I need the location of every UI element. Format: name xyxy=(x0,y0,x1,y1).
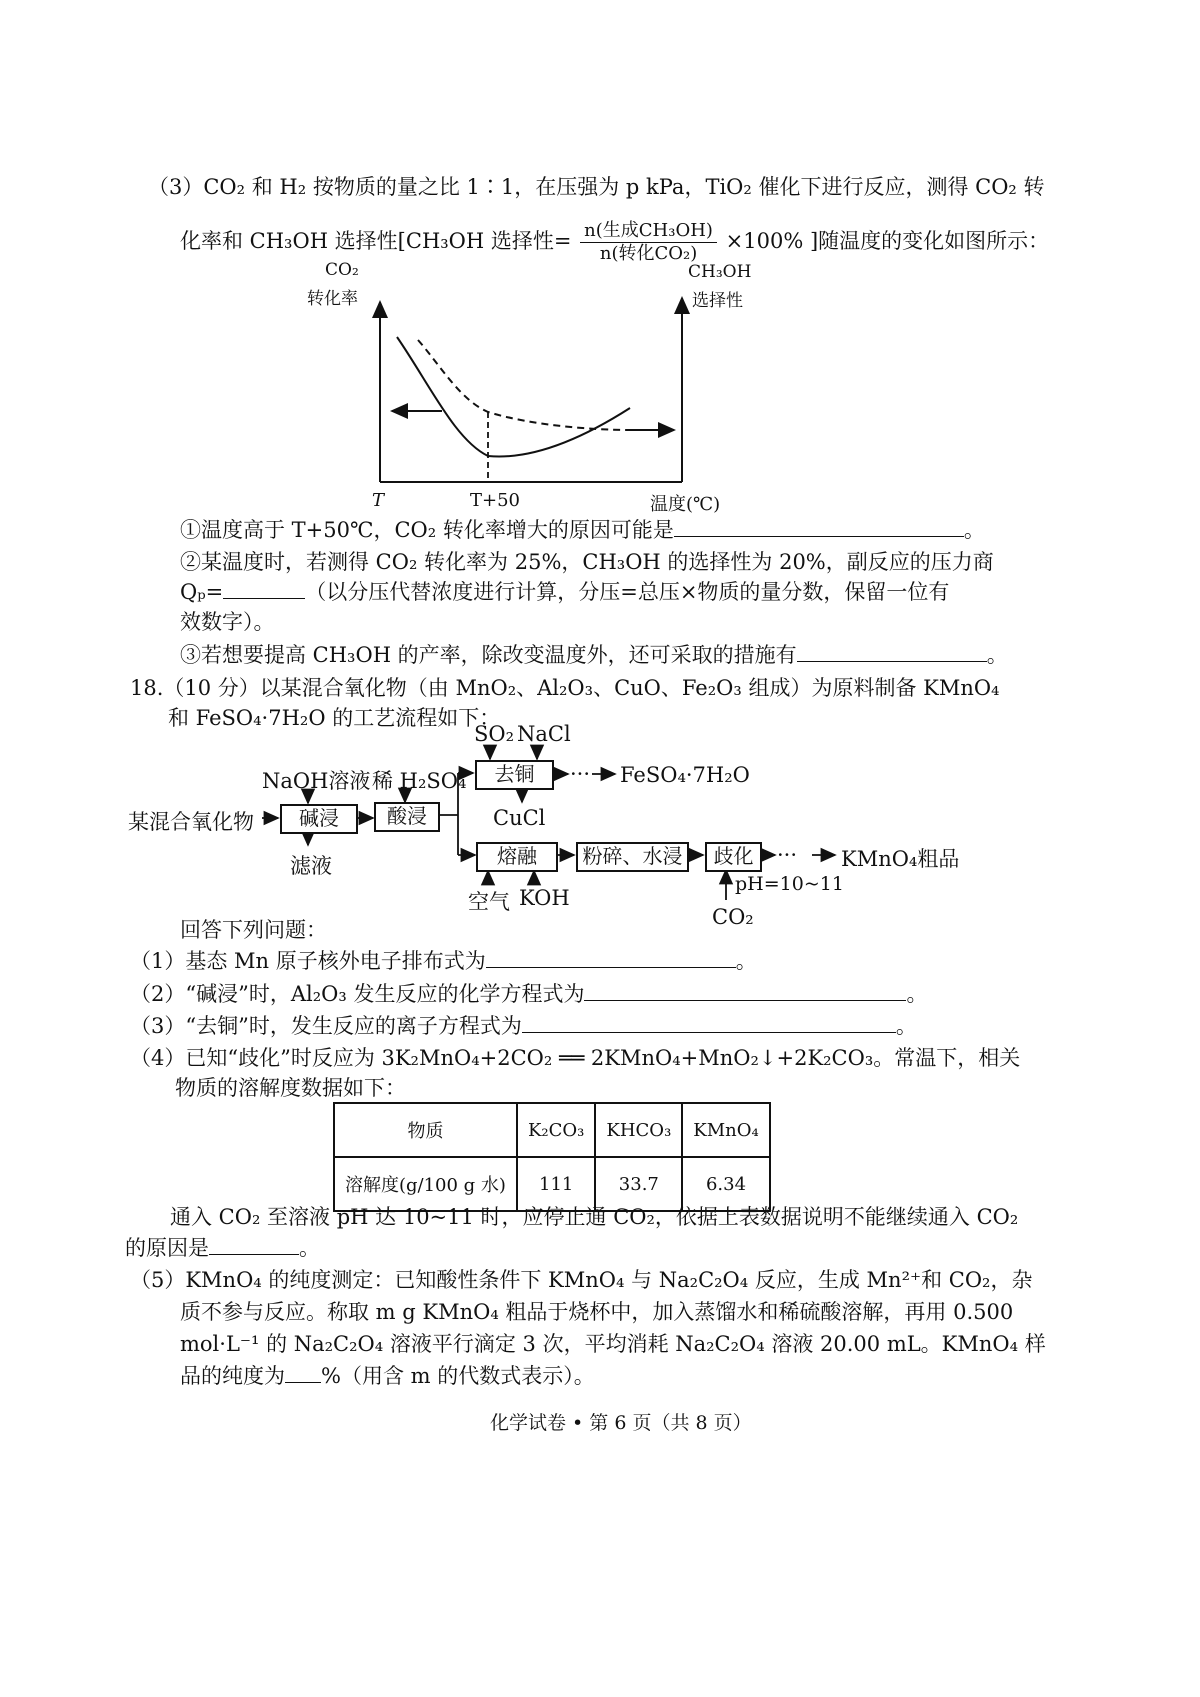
flow-box-jianjin: 碱浸 xyxy=(280,804,358,834)
flow-nacl-label: NaCl xyxy=(517,722,571,746)
flow-filtrate-label: 滤液 xyxy=(290,854,332,878)
answer-blank[interactable] xyxy=(285,1364,321,1383)
flow-cucl-label: CuCl xyxy=(493,806,546,830)
flow-koh-label: KOH xyxy=(519,886,570,910)
table-cell: 6.34 xyxy=(682,1157,769,1211)
q18-1-text: （1）基态 Mn 原子核外电子排布式为 xyxy=(130,949,486,973)
x-axis-label: 温度(℃) xyxy=(650,494,721,515)
q18-3-end: 。 xyxy=(895,1014,917,1038)
fraction-numerator: n(生成CH₃OH) xyxy=(580,220,717,243)
after-table-line2 xyxy=(125,1233,320,1263)
q17-3-sub3-text: ③若想要提高 CH₃OH 的产率，除改变温度外，还可采取的措施有 xyxy=(180,643,797,667)
q18-line1: 18.（10 分）以某混合氧化物（由 MnO₂、Al₂O₃、CuO、Fe₂O₃ 组成）为原料制备 KMnO₄ xyxy=(130,676,1000,700)
after-table-line1: 通入 CO₂ 至溶液 pH 达 10~11 时，应停止通 CO₂，依据上表数据说明不能继续通入 CO₂ xyxy=(170,1205,1019,1229)
answer-blank[interactable] xyxy=(522,1014,896,1033)
answer-blank[interactable] xyxy=(209,1236,299,1255)
q17-3-sub2-end: 效数字）。 xyxy=(180,610,275,634)
table-cell: 111 xyxy=(517,1157,595,1211)
q18-1 xyxy=(130,946,757,976)
answer-intro: 回答下列问题： xyxy=(180,918,327,942)
table-cell: 33.7 xyxy=(595,1157,682,1211)
flow-box-fensui: 粉碎、水浸 xyxy=(576,842,689,872)
flow-dots-1: ··· xyxy=(570,762,591,786)
x-tick-T: T xyxy=(372,490,385,511)
after-table-line2-end: 。 xyxy=(299,1236,320,1260)
flow-box-qutong: 去铜 xyxy=(475,760,554,790)
table-header-cell: 物质 xyxy=(334,1103,517,1157)
table-header-cell: K₂CO₃ xyxy=(517,1103,595,1157)
q17-3-sub1-end: 。 xyxy=(963,518,985,542)
solubility-table xyxy=(333,1102,771,1212)
q18-5-line3: mol·L⁻¹ 的 Na₂C₂O₄ 溶液平行滴定 3 次，平均消耗 Na₂C₂O₄ 溶液 20.00 mL。KMnO₄ 样 xyxy=(180,1332,1046,1356)
table-header-cell: KMnO₄ xyxy=(682,1103,769,1157)
right-axis-label-1: CH₃OH xyxy=(688,262,752,282)
q17-3-sub2-cont-text: （以分压代替浓度进行计算，分压=总压×物质的量分数，保留一位有 xyxy=(305,580,950,604)
q18-4-line1: （4）已知“歧化”时反应为 3K₂MnO₄+2CO₂ ══ 2KMnO₄+MnO₂↓+2K₂CO₃。常温下，相关 xyxy=(130,1046,1021,1070)
flow-product-kmno4: KMnO₄粗品 xyxy=(841,847,960,871)
flow-naoh-label: NaOH溶液 xyxy=(262,769,371,793)
q18-4-line2: 物质的溶解度数据如下： xyxy=(175,1076,406,1100)
q18-line2: 和 FeSO₄·7H₂O 的工艺流程如下： xyxy=(168,706,501,730)
flow-box-rongrong: 熔融 xyxy=(476,842,558,872)
flow-start-material: 某混合氧化物 xyxy=(128,810,254,834)
q18-5-line1: （5）KMnO₄ 的纯度测定：已知酸性条件下 KMnO₄ 与 Na₂C₂O₄ 反应，生成 Mn²⁺和 CO₂，杂 xyxy=(130,1268,1033,1292)
after-table-line2-text: 的原因是 xyxy=(125,1236,209,1260)
table-cell: 溶解度(g/100 g 水) xyxy=(334,1157,517,1211)
q18-5-line4-end: %（用含 m 的代数式表示）。 xyxy=(321,1364,595,1388)
flow-box-suanjin: 酸浸 xyxy=(374,802,440,832)
qp-label: Qₚ= xyxy=(180,580,224,604)
q18-1-end: 。 xyxy=(735,949,757,973)
q17-3-sub1-text: ①温度高于 T+50℃，CO₂ 转化率增大的原因可能是 xyxy=(180,518,674,542)
x-tick-T50: T+50 xyxy=(470,490,520,511)
q17-3-sub3-end: 。 xyxy=(986,643,1008,667)
table-header-cell: KHCO₃ xyxy=(595,1103,682,1157)
flow-air-label: 空气 xyxy=(468,890,510,914)
q18-2-text: （2）“碱浸”时，Al₂O₃ 发生反应的化学方程式为 xyxy=(130,982,585,1006)
answer-blank[interactable] xyxy=(486,949,736,968)
q17-3-line2-b: ×100% ]随温度的变化如图所示： xyxy=(725,229,1050,253)
flow-h2so4-label: 稀 H₂SO₄ xyxy=(372,769,467,793)
q18-5-line4-text: 品的纯度为 xyxy=(180,1364,285,1388)
q18-2-end: 。 xyxy=(906,982,928,1006)
flow-ph-label: pH=10~11 xyxy=(735,873,844,895)
fraction-denominator: n(转化CO₂) xyxy=(599,243,698,264)
q18-5-line4 xyxy=(180,1361,595,1391)
flow-box-qihua: 歧化 xyxy=(705,842,762,872)
q18-3 xyxy=(130,1011,917,1041)
q17-3-line2-a: 化率和 CH₃OH 选择性[CH₃OH 选择性= xyxy=(180,229,572,253)
page-footer: 化学试卷 • 第 6 页（共 8 页） xyxy=(490,1412,752,1434)
q17-3-sub2: ②某温度时，若测得 CO₂ 转化率为 25%，CH₃OH 的选择性为 20%，副反应的压力商 xyxy=(180,550,994,574)
flow-dots-2: ··· xyxy=(777,843,798,867)
q18-3-text: （3）“去铜”时，发生反应的离子方程式为 xyxy=(130,1014,522,1038)
flow-so2-label: SO₂ xyxy=(474,722,515,746)
flow-co2-label: CO₂ xyxy=(712,905,754,929)
left-axis-label-2: 转化率 xyxy=(307,289,358,309)
table-header-row xyxy=(334,1103,770,1157)
q17-3-line1: （3）CO₂ 和 H₂ 按物质的量之比 1∶1，在压强为 p kPa，TiO₂ 催化下进行反应，测得 CO₂ 转 xyxy=(148,175,1045,199)
left-axis-label-1: CO₂ xyxy=(325,260,359,280)
q18-2 xyxy=(130,979,927,1009)
right-axis-label-2: 选择性 xyxy=(692,291,743,311)
answer-blank[interactable] xyxy=(584,982,906,1001)
flow-product-feso4: FeSO₄·7H₂O xyxy=(620,763,750,787)
q18-5-line2: 质不参与反应。称取 m g KMnO₄ 粗品于烧杯中，加入蒸馏水和稀硫酸溶解，再用 0.500 xyxy=(180,1300,1014,1324)
